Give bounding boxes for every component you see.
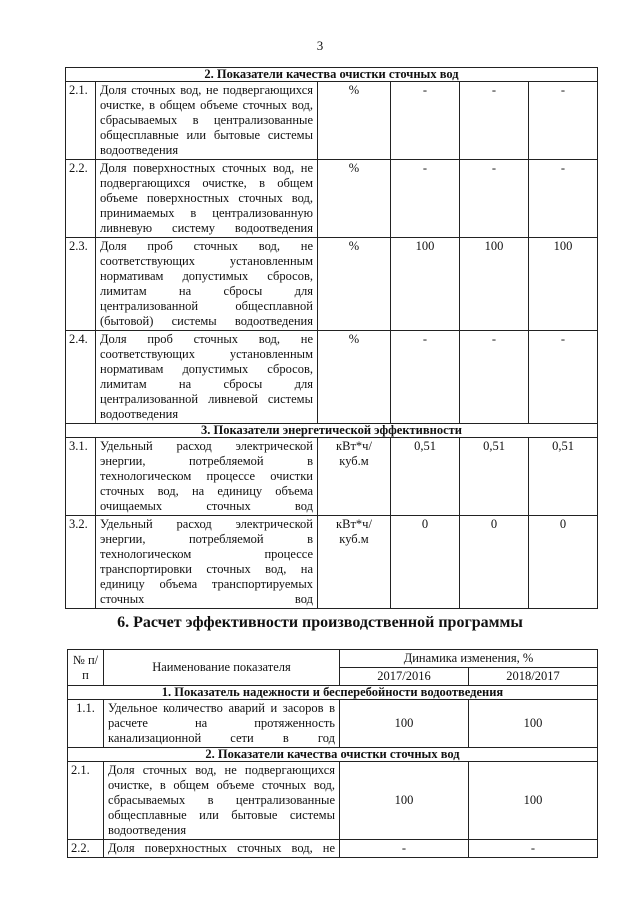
indicator-name: Доля проб сточных вод, не соответствующих установленным нормативам допустимых сбросов, лимитам на сбросы для централизованной ливневой системы водоотведения bbox=[96, 331, 318, 424]
value-cell: 0,51 bbox=[529, 438, 598, 516]
column-header-name: Наименование показателя bbox=[104, 650, 340, 686]
indicator-name: Доля поверхностных сточных вод, не bbox=[104, 840, 340, 858]
row-number: 2.3. bbox=[66, 238, 96, 331]
section-title: 1. Показатель надежности и бесперебойности водоотведения bbox=[68, 686, 598, 700]
section-title: 2. Показатели качества очистки сточных вод bbox=[66, 68, 598, 82]
indicator-name: Доля поверхностных сточных вод, не подвергающихся очистке, в общем объеме поверхностных сточных вод, принимаемых в централизованную ливневую систему водоотведения bbox=[96, 160, 318, 238]
table-row bbox=[66, 82, 598, 160]
indicator-name: Удельный расход электрической энергии, потребляемой в технологическом процессе транспортировки сточных вод, на единицу объема транспортируемых сточных вод bbox=[96, 516, 318, 609]
value-cell: 0,51 bbox=[460, 438, 529, 516]
row-number: 2.1. bbox=[68, 762, 104, 840]
section-header-row bbox=[68, 686, 598, 700]
indicator-name: Доля сточных вод, не подвергающихся очистке, в общем объеме сточных вод, сбрасываемых в централизованные общесплавные или бытовые системы водоотведения bbox=[104, 762, 340, 840]
unit-cell: кВт*ч/куб.м bbox=[318, 438, 391, 516]
value-cell: - bbox=[529, 160, 598, 238]
value-cell: - bbox=[391, 160, 460, 238]
table-row bbox=[66, 331, 598, 424]
value-cell: - bbox=[460, 331, 529, 424]
value-cell: - bbox=[460, 82, 529, 160]
table-row bbox=[66, 238, 598, 331]
value-cell: 100 bbox=[469, 762, 598, 840]
table-row bbox=[68, 762, 598, 840]
table-row bbox=[66, 160, 598, 238]
indicator-name: Удельный расход электрической энергии, потребляемой в технологическом процессе очистки сточных вод, на единицу объема очищаемых сточных вод bbox=[96, 438, 318, 516]
table-row bbox=[68, 840, 598, 858]
value-cell: - bbox=[391, 331, 460, 424]
table-row bbox=[68, 700, 598, 748]
unit-cell: % bbox=[318, 238, 391, 331]
section-header-row bbox=[68, 748, 598, 762]
value-cell: - bbox=[529, 82, 598, 160]
table-row bbox=[66, 516, 598, 609]
value-cell: 0 bbox=[460, 516, 529, 609]
page-number: 3 bbox=[316, 38, 324, 53]
value-cell: 100 bbox=[460, 238, 529, 331]
value-cell: 100 bbox=[529, 238, 598, 331]
value-cell: 0 bbox=[391, 516, 460, 609]
column-header-period: 2017/2016 bbox=[340, 668, 469, 686]
value-cell: - bbox=[529, 331, 598, 424]
indicator-name: Удельное количество аварий и засоров в расчете на протяженность канализационной сети в год bbox=[104, 700, 340, 748]
unit-cell: % bbox=[318, 331, 391, 424]
row-number: 3.2. bbox=[66, 516, 96, 609]
value-cell: - bbox=[460, 160, 529, 238]
indicator-name: Доля сточных вод, не подвергающихся очистке, в общем объеме сточных вод, сбрасываемых в централизованные общесплавные или бытовые системы водоотведения bbox=[96, 82, 318, 160]
value-cell: 100 bbox=[469, 700, 598, 748]
value-cell: - bbox=[469, 840, 598, 858]
value-cell: 100 bbox=[340, 700, 469, 748]
section-title: 3. Показатели энергетической эффективности bbox=[66, 424, 598, 438]
indicators-table bbox=[65, 67, 598, 609]
value-cell: - bbox=[391, 82, 460, 160]
row-number: 2.1. bbox=[66, 82, 96, 160]
unit-cell: % bbox=[318, 82, 391, 160]
section-title: 2. Показатели качества очистки сточных вод bbox=[68, 748, 598, 762]
unit-cell: % bbox=[318, 160, 391, 238]
value-cell: 0,51 bbox=[391, 438, 460, 516]
value-cell: - bbox=[340, 840, 469, 858]
column-header-number: № п/п bbox=[68, 650, 104, 686]
row-number: 3.1. bbox=[66, 438, 96, 516]
table-row bbox=[66, 438, 598, 516]
unit-cell: кВт*ч/куб.м bbox=[318, 516, 391, 609]
section-header-row bbox=[66, 424, 598, 438]
value-cell: 100 bbox=[391, 238, 460, 331]
column-header-dynamics: Динамика изменения, % bbox=[340, 650, 598, 668]
value-cell: 100 bbox=[340, 762, 469, 840]
row-number: 1.1. bbox=[68, 700, 104, 748]
value-cell: 0 bbox=[529, 516, 598, 609]
row-number: 2.2. bbox=[68, 840, 104, 858]
efficiency-table bbox=[67, 649, 598, 858]
row-number: 2.2. bbox=[66, 160, 96, 238]
column-header-period: 2018/2017 bbox=[469, 668, 598, 686]
section-header-row bbox=[66, 68, 598, 82]
indicator-name: Доля проб сточных вод, не соответствующих установленным нормативам допустимых сбросов, лимитам на сбросы для централизованной общесплавной (бытовой) системы водоотведения bbox=[96, 238, 318, 331]
header-row bbox=[68, 650, 598, 668]
section-heading: 6. Расчет эффективности производственной программы bbox=[117, 614, 523, 631]
row-number: 2.4. bbox=[66, 331, 96, 424]
